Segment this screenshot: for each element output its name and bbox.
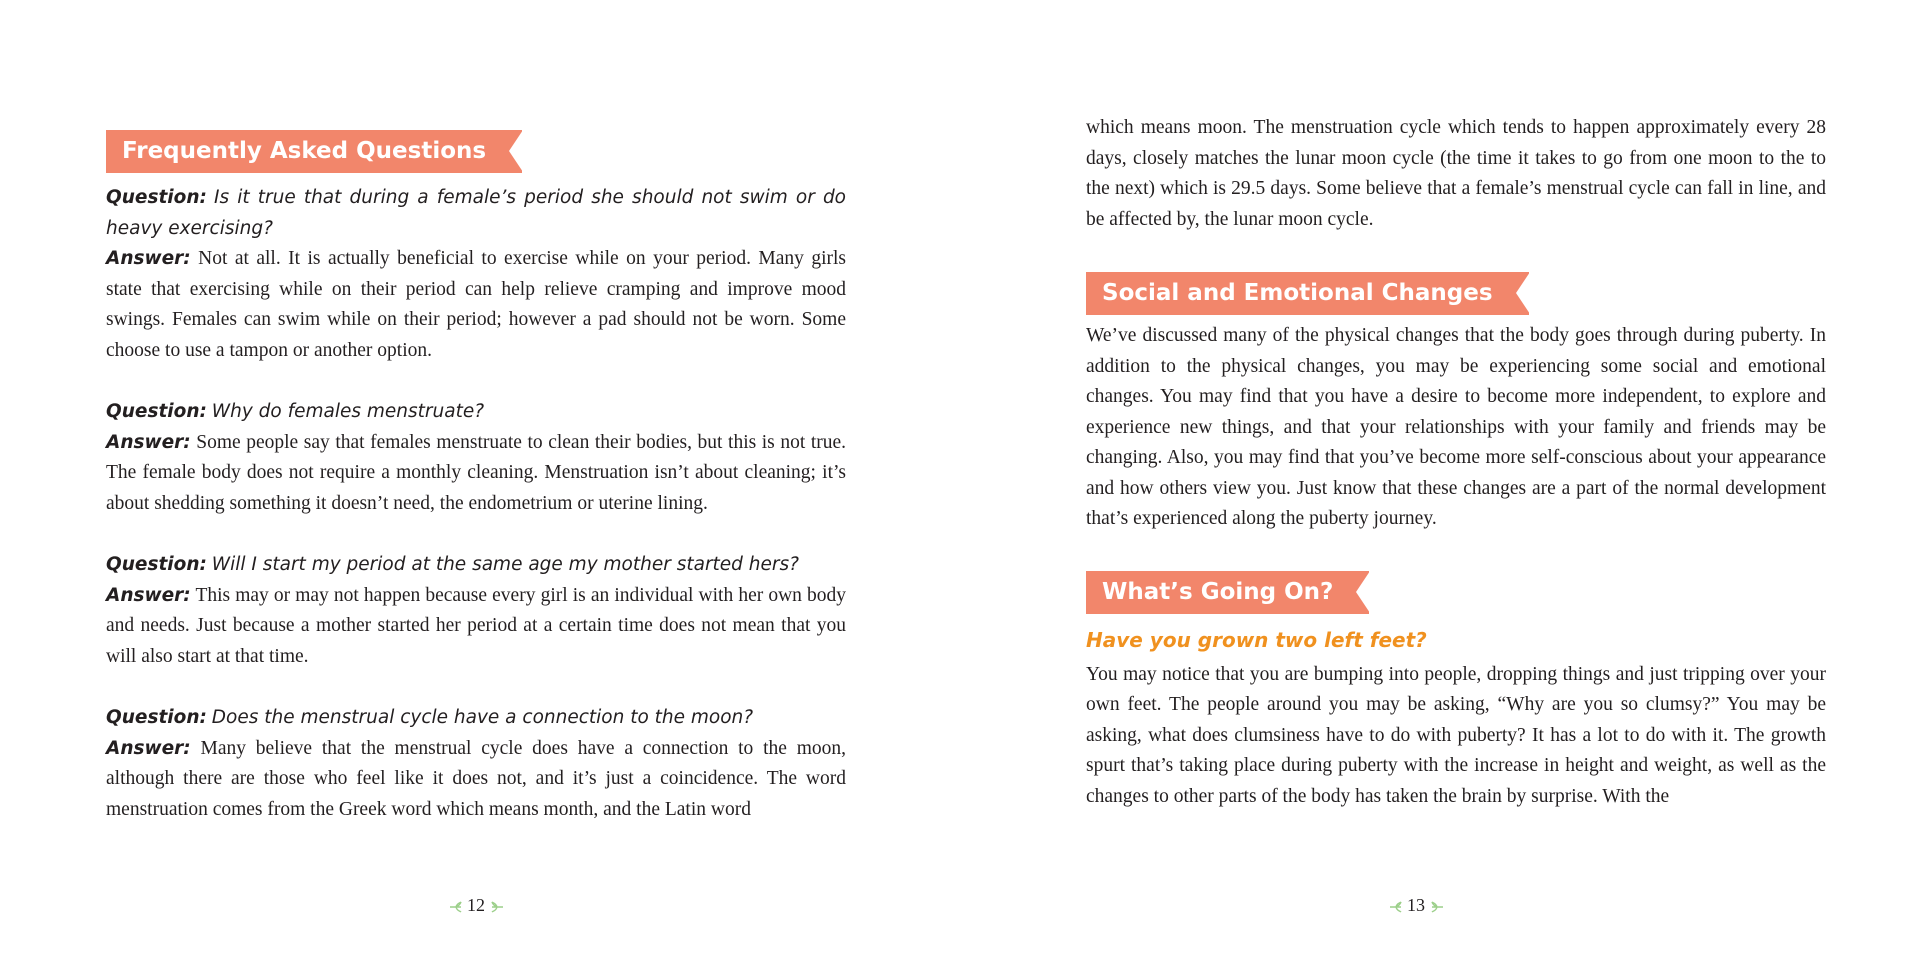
leaf-ornament-icon xyxy=(490,901,504,913)
question-text: Does the menstrual cycle have a connection to the moon? xyxy=(211,707,754,728)
question xyxy=(106,397,846,428)
qa-item xyxy=(106,183,846,366)
page-number-text: 13 xyxy=(1407,895,1425,915)
answer-lead: Answer: xyxy=(106,737,191,759)
qa-item xyxy=(106,550,846,672)
question xyxy=(106,550,846,581)
answer-lead: Answer: xyxy=(106,248,191,269)
answer-text: Not at all. It is actually beneficial to exercise while on your period. Many girls state that exercising while on their period can help relieve cramping and improve mood swings. Females can swim while on their period; however a pad should not be worn. Some choose to use a tampon or another option. xyxy=(106,248,847,361)
social-emotional-banner: Social and Emotional Changes xyxy=(1086,272,1529,315)
right-column xyxy=(1086,113,1826,812)
question xyxy=(106,703,846,734)
whats-going-on-banner: What’s Going On? xyxy=(1086,571,1369,614)
question-text: Is it true that during a female’s period she should not swim or do heavy exercising? xyxy=(106,187,847,239)
page-number xyxy=(416,893,536,917)
subheading: Have you grown two left feet? xyxy=(1086,627,1427,652)
answer-text: This may or may not happen because every girl is an individual with her own body and needs. Just because a mother started her period at a certain time does not mean that you will also start at that time. xyxy=(106,584,847,667)
question-text: Why do females menstruate? xyxy=(211,401,485,422)
answer-text: Some people say that females menstruate to clean their bodies, but this is not true. The female body does not require a monthly cleaning. Menstruation isn’t about cleaning; it’s about shedding something it doesn’t need, the endometrium or uterine lining. xyxy=(106,431,847,514)
leaf-ornament-icon xyxy=(449,901,463,913)
page-number xyxy=(1356,893,1476,917)
question-text: Will I start my period at the same age my mother started hers? xyxy=(211,554,799,575)
continuation-paragraph: which means moon. The menstruation cycle which tends to happen approximately every 28 days, closely matches the lunar moon cycle (the time it takes to go from one moon to the to the next) which is 29.5 days. Some believe that a female’s menstrual cycle can fall in line, and be affected by, the lunar moon cycle. xyxy=(1086,117,1826,230)
answer-lead: Answer: xyxy=(106,431,191,453)
page-number-text: 12 xyxy=(467,895,485,915)
answer-lead: Answer: xyxy=(106,584,191,606)
question-lead: Question: xyxy=(106,401,207,422)
social-emotional-paragraph: We’ve discussed many of the physical changes that the body goes through during puberty. In addition to the physical changes, you may be experiencing some social and emotional changes. You may find that you have a desire to become more independent, to explore and experience new things, and that your relationships with your family and friends may be changing. Also, you may find that you’ve become more self-conscious about your appearance and how others view you. Just know that these changes are a part of the normal development that’s experienced along the puberty journey. xyxy=(1086,325,1826,529)
faq-banner: Frequently Asked Questions xyxy=(106,130,522,173)
answer-text: Many believe that the menstrual cycle does have a connection to the moon, although there are those who feel like it does not, and it’s just a coincidence. The word menstruation comes from the Greek word which means month, and the Latin word xyxy=(106,737,847,820)
answer xyxy=(106,734,846,826)
leaf-ornament-icon xyxy=(1389,901,1403,913)
question xyxy=(106,183,846,244)
question-lead: Question: xyxy=(106,707,207,728)
qa-item xyxy=(106,397,846,519)
answer xyxy=(106,244,846,366)
clumsiness-paragraph: You may notice that you are bumping into people, dropping things and just tripping over your own feet. The people around you may be asking, “Why are you so clumsy?” You may be asking, what does clumsiness have to do with puberty? It has a lot to do with it. The growth spurt that’s taking place during puberty with the increase in height and weight, as well as the changes to other parts of the body has taken the brain by surprise. With the xyxy=(1086,663,1826,807)
right-page xyxy=(960,0,1920,960)
left-column xyxy=(106,130,846,825)
question-lead: Question: xyxy=(106,554,207,575)
qa-item xyxy=(106,703,846,825)
question-lead: Question: xyxy=(106,187,207,208)
answer xyxy=(106,428,846,520)
leaf-ornament-icon xyxy=(1430,901,1444,913)
answer xyxy=(106,581,846,673)
